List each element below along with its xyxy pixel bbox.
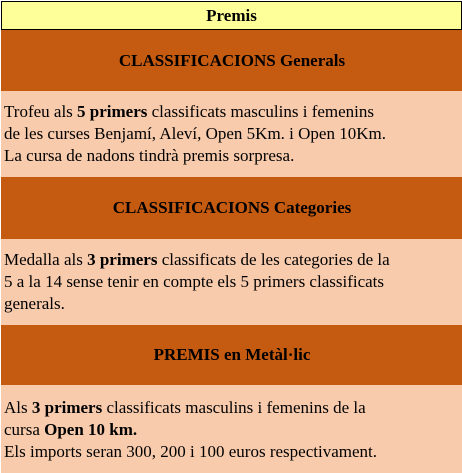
body-line xyxy=(4,419,459,441)
section-header-generals: CLASSIFICACIONS Generals xyxy=(1,30,462,91)
body-line xyxy=(4,397,459,419)
section-header-categories: CLASSIFICACIONS Categories xyxy=(1,177,462,239)
text-segment: de les curses Benjamí, Aleví, Open 5Km. i Open 10Km. xyxy=(4,124,386,143)
text-segment: Medalla als xyxy=(4,250,88,269)
body-line xyxy=(4,441,459,463)
body-line xyxy=(4,123,459,145)
bold-text: Open 10 km. xyxy=(44,420,138,439)
body-line xyxy=(4,293,459,315)
text-segment: Els imports seran 300, 200 i 100 euros respectivament. xyxy=(4,442,377,461)
body-line xyxy=(4,145,459,167)
body-line xyxy=(4,249,459,271)
text-segment: Als xyxy=(4,398,32,417)
text-segment: classificats masculins i femenins xyxy=(147,102,375,121)
bold-text: 3 primers xyxy=(31,398,103,417)
text-segment: La cursa de nadons tindrà premis sorpresa. xyxy=(4,146,295,165)
bold-text: 5 primers xyxy=(77,102,148,121)
bold-text: 3 primers xyxy=(87,250,158,269)
text-segment: 5 a la 14 sense tenir en compte els 5 primers classificats xyxy=(4,272,385,291)
text-segment: generals. xyxy=(4,294,65,313)
text-segment: cursa xyxy=(4,420,45,439)
section-body-metallic xyxy=(1,385,462,473)
body-line xyxy=(4,101,459,123)
body-line xyxy=(4,271,459,293)
table-title: Premis xyxy=(1,1,462,30)
section-body-generals xyxy=(1,91,462,177)
text-segment: classificats masculins i femenins de la xyxy=(102,398,366,417)
section-header-metallic: PREMIS en Metàl·lic xyxy=(1,325,462,385)
section-body-categories xyxy=(1,239,462,325)
text-segment: Trofeu als xyxy=(4,102,78,121)
text-segment: classificats de les categories de la xyxy=(157,250,390,269)
